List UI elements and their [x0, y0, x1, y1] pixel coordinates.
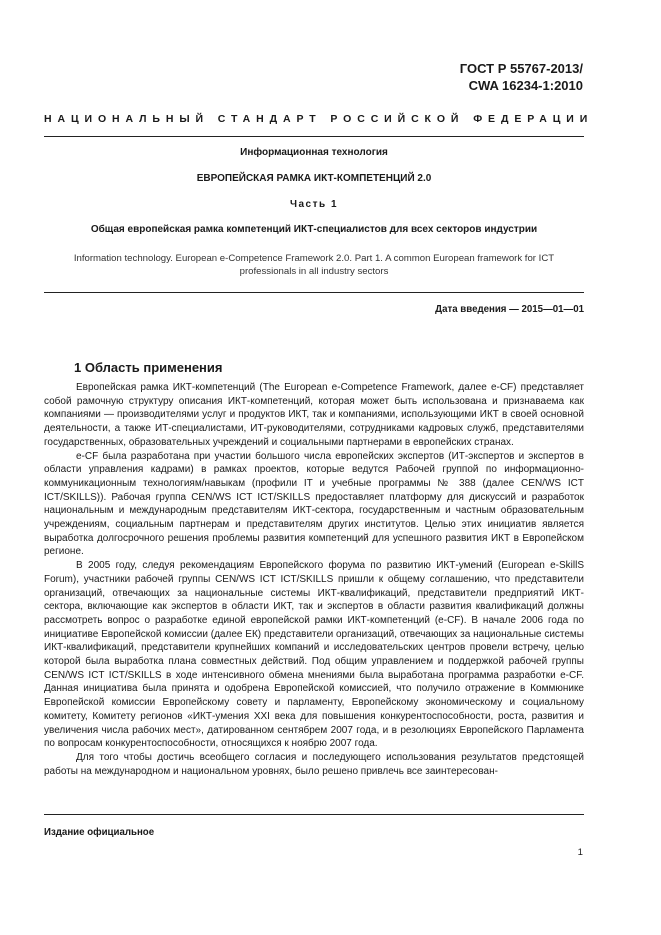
paragraph: Европейская рамка ИКТ-компетенций (The European e-Competence Framework, далее e-CF) представляет собой рамочную структуру описания ИКТ-компетенций, которая может быть использована и признаваема как компаниями — производителями услуг и продуктов ИКТ, так и компаниями, использующими ИКТ в своей основной деятельности, а также ИТ-специалистами, ИТ-руководителями, сотрудниками кадровых служб, представителями государственных, образовательных учреждений и социальными партнерами в европейских странах.: [44, 382, 584, 448]
introduction-date: Дата введения — 2015—01—01: [435, 304, 584, 315]
standard-code: [460, 60, 583, 94]
national-standard-heading: НАЦИОНАЛЬНЫЙ СТАНДАРТ РОССИЙСКОЙ ФЕДЕРАЦИИ: [44, 113, 594, 125]
official-edition-label: Издание официальное: [44, 827, 155, 838]
divider-top: [44, 136, 584, 137]
title-english: [44, 253, 584, 278]
standard-code-line2: CWA 16234-1:2010: [468, 78, 583, 93]
title-main: ЕВРОПЕЙСКАЯ РАМКА ИКТ-КОМПЕТЕНЦИЙ 2.0: [196, 173, 432, 184]
title-line1: Информационная технология: [240, 147, 388, 158]
section-heading: 1 Область применения: [74, 360, 223, 375]
title-subtitle: Общая европейская рамка компетенций ИКТ-специалистов для всех секторов индустрии: [90, 224, 538, 235]
page-number: 1: [577, 847, 583, 858]
section-body: [44, 381, 584, 778]
paragraph: Для того чтобы достичь всеобщего согласия и последующего использования результатов предстоящей работы на международном и национальном уровнях, было решено привлечь все заинтересован-: [44, 751, 584, 777]
title-english-line2: professionals in all industry sectors: [239, 265, 389, 277]
divider-title: [44, 292, 584, 293]
paragraph: В 2005 году, следуя рекомендациям Европейского форума по развитию ИКТ-умений (European e-SkillS Forum), участники рабочей группы CEN/WS ICT ICT/SKILLS пришли к общему соглашению, что представители организаций, отвечающих за национальные системы ИКТ-квалификаций, представители предприятий ИКТ-сектора, включающие как экспертов в области ИКТ, так и экспертов в области развития квалификаций должны рассмотреть вопрос о разработке единой европейской рамки ИКТ-компетенций (e-CF). В начале 2006 года по инициативе Европейской комиссии (далее ЕК) представители организаций, отвечающих за национальные системы ИКТ-квалификаций, представители крупнейших компаний и исследовательских центров провели встречу, целью которой была выработка плана совместных действий. Под общим управлением и поддержкой рабочей группы CEN/WS ICT ICT/SKILLS в ходе интенсивного обмена мнениями была выработана программа разработки e-CF. Данная инициатива была принята и одобрена Европейской комиссией, что получило отражение в Коммюнике Европейской комиссии Европейскому совету и парламенту, Европейскому экономическому и социальному комитету, Комитету регионов «ИКТ-умения XXI века для повышения конкурентоспособности, роста, развития и увеличения числа рабочих мест», датированном сентябрем 2007 года, и в резолюциях Европейского Парламента по вопросам конкурентоспособности, относящихся к ноябрю 2007 года.: [44, 560, 584, 750]
standard-code-line1: ГОСТ Р 55767-2013/: [459, 61, 583, 76]
title-part: Часть 1: [289, 199, 339, 210]
title-english-line1: Information technology. European e-Competence Framework 2.0. Part 1. A common European framework for ICT: [73, 253, 555, 264]
paragraph: e-CF была разработана при участии большого числа европейских экспертов (ИТ-экспертов и экспертов в области управления кадрами) в рамках проектов, которые ведутся Рабочей группой по информационно-коммуникационным технологиям/навыкам (профили IT и учебные программы № 388 (далее CEN/WS ICT ICT/SKILLS)). Рабочая группа CEN/WS ICT ICT/SKILLS предоставляет платформу для дискуссий и разработок национальным и международным представителям ИКТ-сектора, государственным и частным образовательным учреждениям, социальным партнерам и представителям других институтов. Целью этих инициатив является выработка долгосрочного решения проблемы развития компетенций для успешного развития ИКТ в Европейском регионе.: [44, 450, 584, 558]
divider-footer: [44, 814, 584, 815]
